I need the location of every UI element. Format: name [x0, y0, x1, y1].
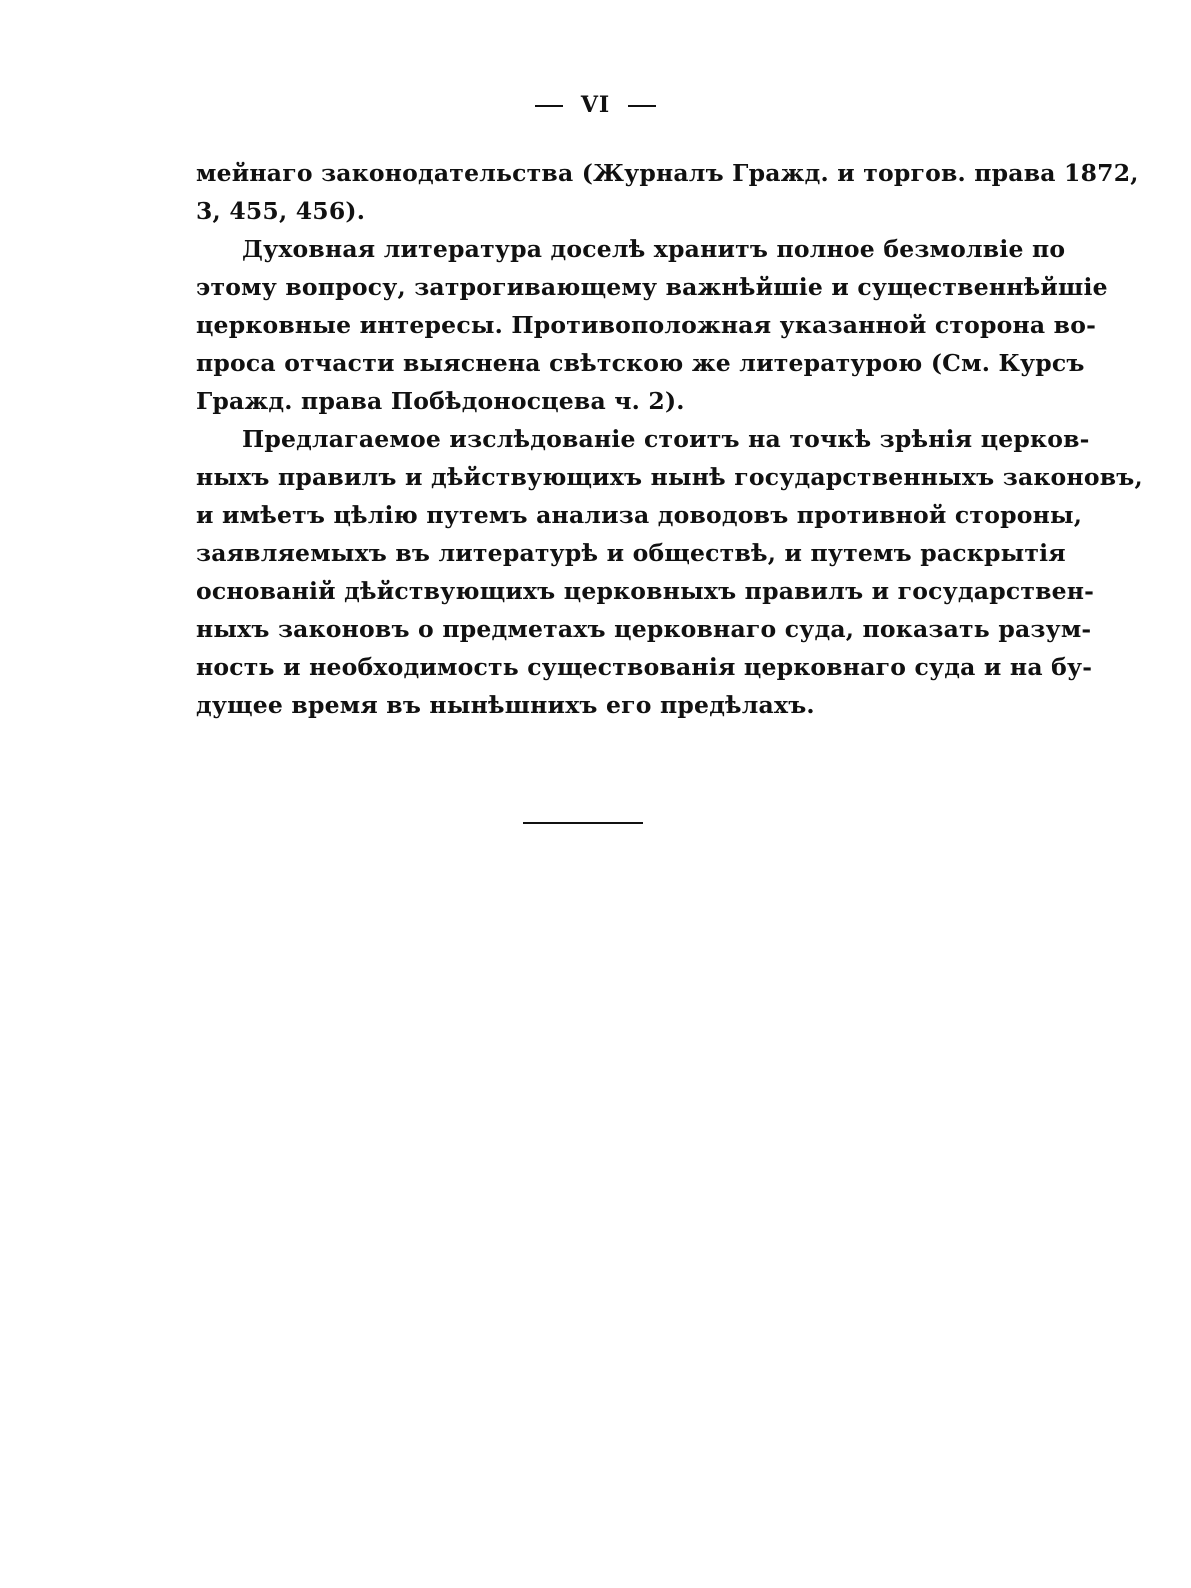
text-line: и имѣетъ цѣлію путемъ анализа доводовъ противной стороны,: [196, 501, 1083, 529]
text-line: мейнаго законодательства (Журналъ Гражд. и торгов. права 1872,: [196, 159, 1139, 187]
text-line: ность и необходимость существованія церковнаго суда и на бу-: [196, 653, 1093, 681]
page-header: [0, 92, 1191, 118]
text-line: проса отчасти выяснена свѣтскою же литературою (См. Курсъ: [196, 349, 1085, 377]
text-line: ныхъ правилъ и дѣйствующихъ нынѣ государственныхъ законовъ,: [196, 463, 1143, 491]
text-line: 3, 455, 456).: [196, 197, 366, 225]
text-line: Духовная литература доселѣ хранитъ полное безмолвіе по: [242, 235, 1066, 263]
right-dash: [628, 105, 656, 107]
end-rule: [523, 822, 643, 824]
text-line: заявляемыхъ въ литературѣ и обществѣ, и путемъ раскрытія: [196, 539, 1066, 567]
text-line: Гражд. права Побѣдоносцева ч. 2).: [196, 387, 685, 415]
text-line: дущее время въ нынѣшнихъ его предѣлахъ.: [196, 691, 815, 719]
text-line: основаній дѣйствующихъ церковныхъ правилъ и государствен-: [196, 577, 1095, 605]
text-line: Предлагаемое изслѣдованіе стоитъ на точкѣ зрѣнія церков-: [242, 425, 1090, 453]
page-number: VI: [580, 92, 611, 118]
text-line: ныхъ законовъ о предметахъ церковнаго суда, показать разум-: [196, 615, 1092, 643]
text-line: этому вопросу, затрогивающему важнѣйшіе и существеннѣйшіе: [196, 273, 1108, 301]
text-line: церковные интересы. Противоположная указанной сторона во-: [196, 311, 1097, 339]
left-dash: [535, 105, 563, 107]
